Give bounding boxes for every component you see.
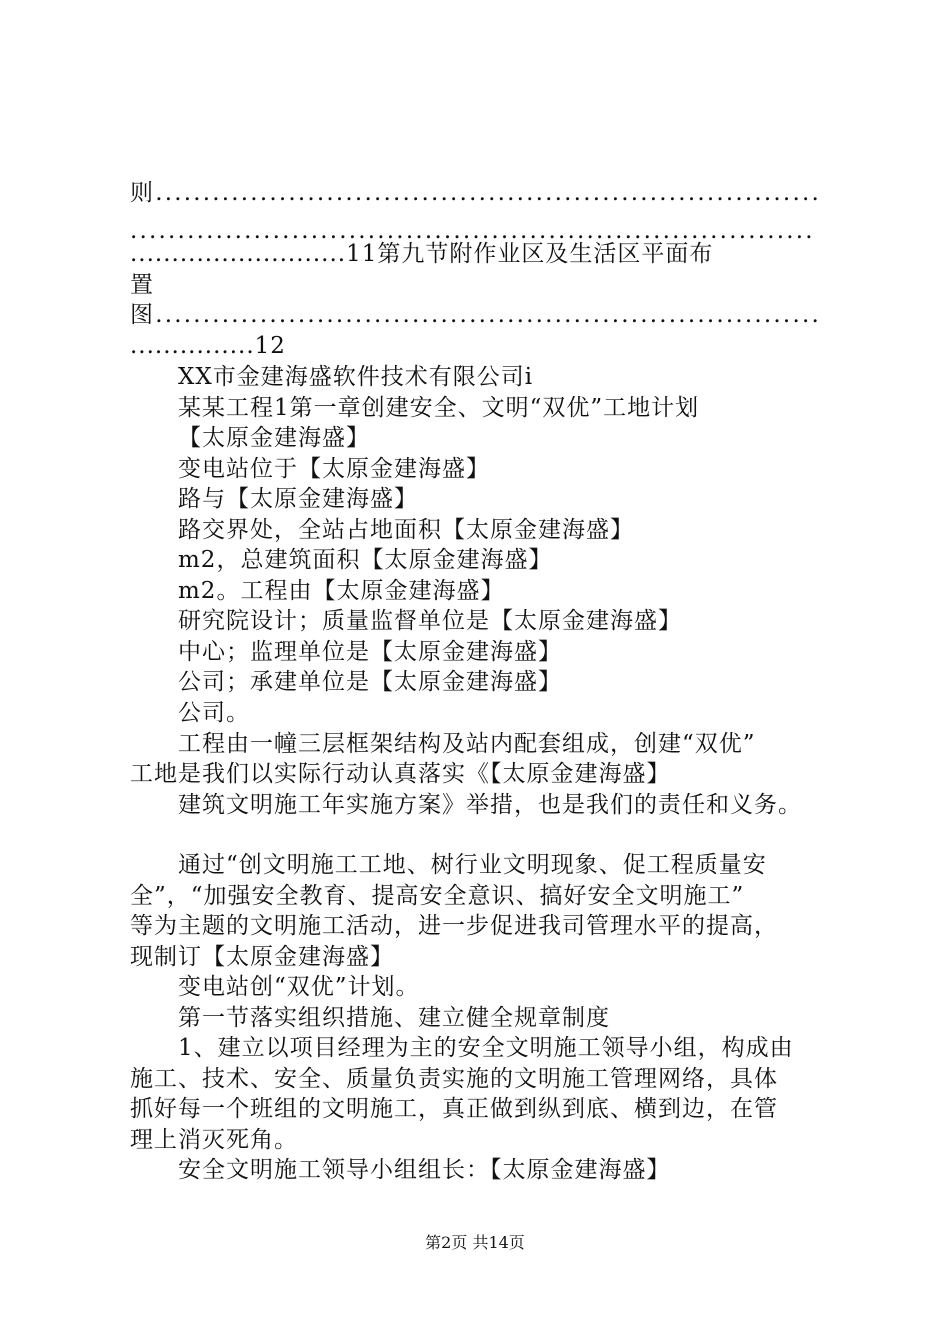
paragraph-line: 路与【太原金建海盛】: [178, 486, 418, 512]
paragraph-line: 现制订【太原金建海盛】: [130, 944, 394, 970]
paragraph-line: 研究院设计；质量监督单位是【太原金建海盛】: [178, 608, 682, 634]
paragraph-line: 【太原金建海盛】: [178, 425, 370, 451]
paragraph-line: 通过“创文明施工工地、树行业文明现象、促工程质量安: [178, 852, 767, 878]
toc-line: ........................................................................: [130, 218, 815, 244]
paragraph-line: XX市金建海盛软件技术有限公司i: [178, 364, 534, 390]
paragraph-line: 工程由一幢三层框架结构及站内配套组成，创建“双优”: [178, 731, 756, 757]
toc-line: 则......................................................................: [130, 180, 821, 206]
toc-line: 置: [130, 272, 154, 298]
paragraph-line: 工地是我们以实际行动认真落实《【太原金建海盛】: [130, 761, 671, 787]
paragraph-line: 中心；监理单位是【太原金建海盛】: [178, 639, 562, 665]
paragraph-line: 抓好每一个班组的文明施工，真正做到纵到底、横到边，在管: [130, 1096, 778, 1122]
toc-line: ...............12: [130, 333, 286, 359]
paragraph-line: 公司。: [178, 700, 250, 726]
toc-line: ..........................11第九节附作业区及生活区平面布: [130, 241, 714, 267]
paragraph-line: 理上消灭死角。: [130, 1127, 298, 1153]
paragraph-line: 路交界处，全站占地面积【太原金建海盛】: [178, 517, 634, 543]
paragraph-line: 变电站创“双优”计划。: [178, 974, 420, 1000]
paragraph-line: m2。工程由【太原金建海盛】: [178, 578, 505, 604]
page-footer: 第2页 共14页: [425, 1233, 525, 1252]
section-title: 第一节落实组织措施、建立健全规章制度: [178, 1005, 610, 1031]
paragraph-line: 安全文明施工领导小组组长：【太原金建海盛】: [178, 1157, 671, 1183]
paragraph-line: 某某工程1第一章创建安全、文明“双优”工地计划: [178, 395, 700, 421]
paragraph-line: 变电站位于【太原金建海盛】: [178, 456, 490, 482]
paragraph-line: 建筑文明施工年实施方案》举措，也是我们的责任和义务。: [178, 792, 802, 818]
toc-line: 图......................................................................: [130, 302, 821, 328]
paragraph-line: 全”，“加强安全教育、提高安全意识、搞好安全文明施工”: [130, 883, 745, 909]
paragraph-line: m2，总建筑面积【太原金建海盛】: [178, 547, 553, 573]
paragraph-line: 1、建立以项目经理为主的安全文明施工领导小组，构成由: [178, 1035, 794, 1061]
paragraph-line: 公司；承建单位是【太原金建海盛】: [178, 669, 562, 695]
paragraph-line: 施工、技术、安全、质量负责实施的文明施工管理网络，具体: [130, 1066, 778, 1092]
paragraph-line: 等为主题的文明施工活动，进一步促进我司管理水平的提高，: [130, 913, 778, 939]
